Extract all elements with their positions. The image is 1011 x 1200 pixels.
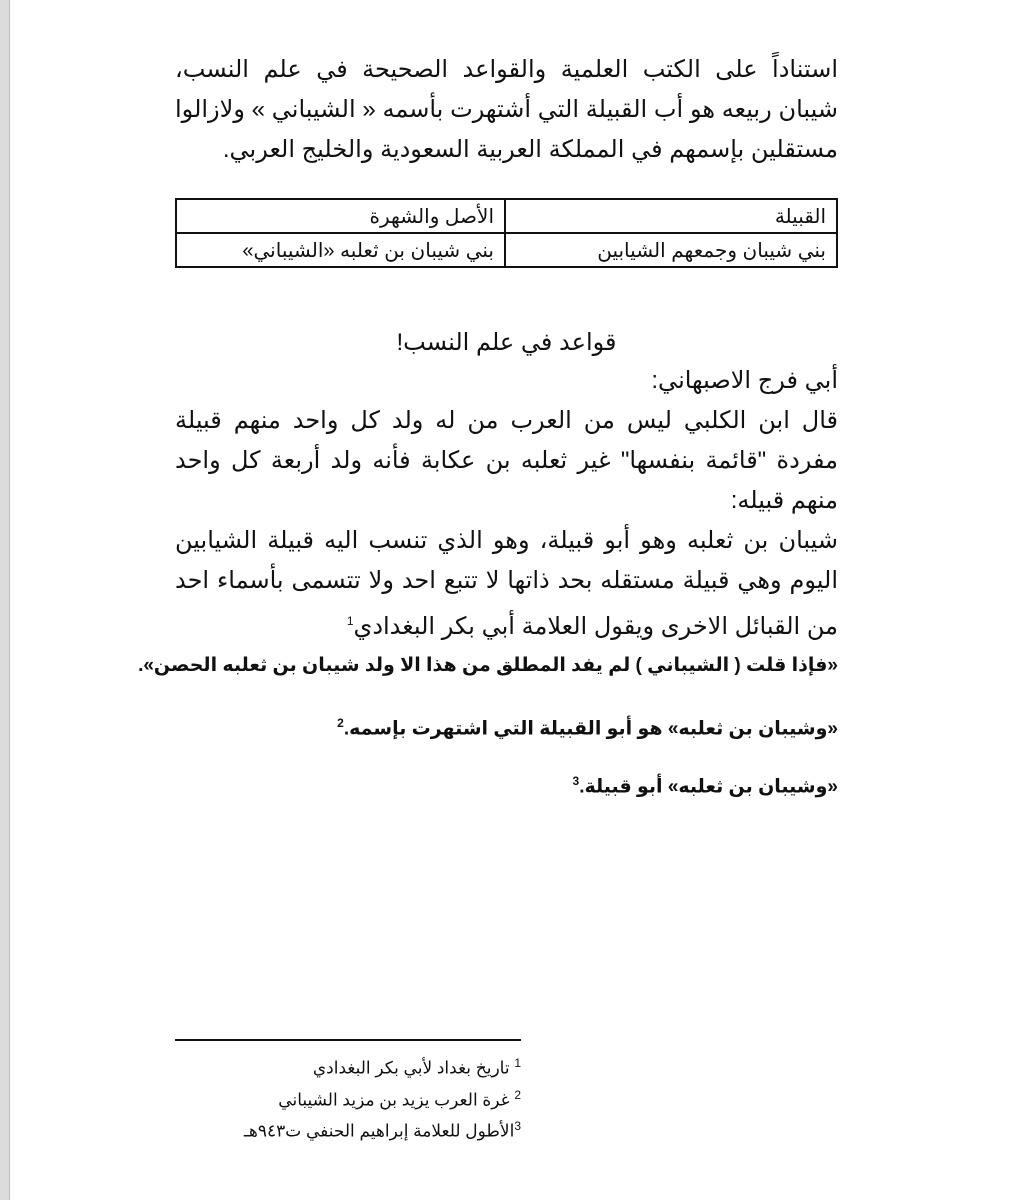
quote-paragraph-1: قال ابن الكلبي ليس من العرب من له ولد كل واحد منهم قبيلة مفردة "قائمة بنفسها" غير ثعلبه بن عكابة فأنه ولد أربعة كل واحد منهم قبيله: [175,407,838,514]
bold-quote-3 [573,774,839,798]
header-tribe: القبيلة [505,199,837,233]
footnote-number: 2 [514,1087,521,1102]
table-row [176,233,837,267]
cell-origin: بني شيبان بن ثعلبه «الشيباني» [176,233,505,267]
quote-2-text: شيبان بن ثعلبه وهو أبو قبيلة، وهو الذي تنسب اليه قبيلة الشيابين اليوم وهي قبيلة مستقله بحد ذاتها لا تتبع احد ولا تتسمى بأسماء احد من القبائل الاخرى ويقول العلامة أبي بكر البغدادي [175,527,838,640]
header-origin: الأصل والشهرة [176,199,505,233]
footnote-item [175,1082,521,1114]
table-header-row [176,199,837,233]
footnote-item [175,1050,521,1082]
footnote-ref: 1 [346,614,354,628]
footnotes [175,1050,521,1145]
tribe-table [175,198,838,268]
footnote-text: غرة العرب يزيد بن مزيد الشيباني [278,1090,510,1110]
bold-quote-2-text: «وشيبان بن ثعلبه» هو أبو القبيلة التي اشتهرت بإسمه. [343,718,838,740]
intro-section [175,50,838,170]
footnote-text: تاريخ بغداد لأبي بكر البغدادي [312,1058,510,1078]
section-heading: قواعد في علم النسب! [396,329,617,356]
footnote-ref: 2 [337,716,344,730]
bold-quote-3-text: «وشيبان بن ثعلبه» أبو قبيلة. [579,776,838,798]
cell-tribe: بني شيبان وجمعهم الشيابين [505,233,837,267]
footnote-item [175,1113,521,1145]
rules-section [175,325,838,647]
page-edge [0,0,10,1200]
author-line: أبي فرج الاصبهاني: [651,367,838,394]
intro-paragraph: استناداً على الكتب العلمية والقواعد الصحيحة في علم النسب، شيبان ربيعه هو أب القبيلة التي أشتهرت بأسمه « الشيباني » ولازالوا مستقلين بإسمهم في المملكة العربية السعودية والخليج العربي. [175,56,838,163]
bold-quote-2 [337,716,838,740]
bold-quote-1: «فإذا قلت ( الشيباني ) لم يفد المطلق من هذا الا ولد شيبان بن ثعلبه الحصن». [138,655,838,676]
footnote-separator [175,1039,521,1041]
footnote-number: 1 [514,1056,521,1070]
footnote-number: 3 [514,1119,521,1134]
quote-paragraph-2 [175,521,838,647]
footnote-text: الأطول للعلامة إبراهيم الحنفي ت٩٤٣هـ [243,1121,515,1141]
footnote-ref: 3 [572,774,580,788]
